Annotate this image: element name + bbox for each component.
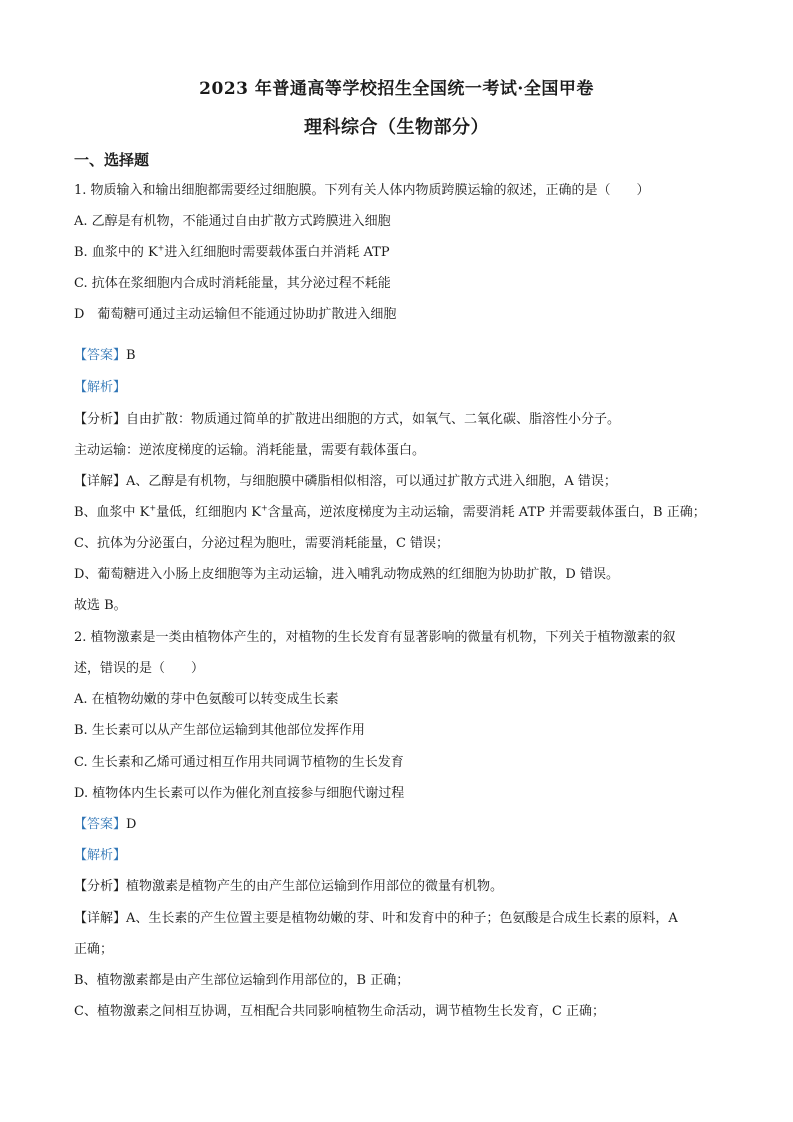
q2-option-a: A. 在植物幼嫩的芽中色氨酸可以转变成生长素 [74,692,339,707]
fenxi-text: 自由扩散：物质通过简单的扩散进出细胞的方式，如氧气、二氧化碳、脂溶性小分子。 [126,412,621,427]
q1-answer [74,347,734,365]
question-2-stem-cont: 述，错误的是（ ） [74,661,205,676]
superscript-plus: + [149,503,157,513]
q1-option-b-text: B. 血浆中的 K [74,245,158,260]
q2-detail-a-cont: 正确； [74,942,114,957]
fenxi-text: 植物激素是植物产生的由产生部位运输到作用部位的微量有机物。 [126,879,504,894]
detail-a-text: A、生长素的产生位置主要是植物幼嫩的芽、叶和发育中的种子；色氨酸是合成生长素的原料，A [126,911,678,926]
answer-tag: 【答案】 [74,348,127,363]
q2-fenxi [74,878,734,896]
q2-detail-b: B、植物激素都是由产生部位运输到作用部位的，B 正确； [74,973,410,988]
q2-option-c: C. 生长素和乙烯可通过相互作用共同调节植物的生长发育 [74,755,404,770]
q1-analysis-tag [74,379,734,397]
q1-detail-c: C、抗体为分泌蛋白，分泌过程为胞吐，需要消耗能量，C 错误； [74,536,450,551]
q1-detail-b [74,504,734,522]
q2-detail-c: C、植物激素之间相互协调，互相配合共同影响植物生命活动，调节植物生长发育，C 正确； [74,1004,606,1019]
q2-option-d: D. 植物体内生长素可以作为催化剂直接参与细胞代谢过程 [74,786,405,801]
section-heading: 一、选择题 [74,151,150,169]
detail-b-part: B、血浆中 K [74,505,150,520]
q1-fenxi [74,411,734,429]
analysis-tag: 【解析】 [74,848,127,863]
detail-b-part: 含量高，逆浓度梯度为主动运输，需要消耗 ATP 并需要载体蛋白，B 正确； [267,505,706,520]
exam-title: 2023 年普通高等学校招生全国统一考试·全国甲卷 [199,79,594,99]
question-2-stem: 2. 植物激素是一类由植物体产生的，对植物的生长发育有显著影响的微量有机物，下列关于植物激素的叙 [74,630,676,645]
detail-a-text: A、乙醇是有机物，与细胞膜中磷脂相似相溶，可以通过扩散方式进入细胞，A 错误； [126,474,617,489]
q2-option-b: B. 生长素可以从产生部位运输到其他部位发挥作用 [74,723,365,738]
detail-tag: 【详解】 [74,474,127,489]
exam-subtitle: 理科综合（生物部分） [304,117,489,138]
fenxi-tag: 【分析】 [74,412,127,427]
q2-answer [74,816,734,834]
superscript-plus: + [260,503,268,513]
q1-detail-a [74,473,734,491]
q1-option-d: D 葡萄糖可通过主动运输但不能通过协助扩散进入细胞 [74,307,397,322]
superscript-plus: + [157,243,165,253]
q1-conclusion: 故选 B。 [74,598,127,613]
q1-fenxi-2: 主动运输：逆浓度梯度的运输。消耗能量，需要有载体蛋白。 [74,443,426,458]
q1-detail-d: D、葡萄糖进入小肠上皮细胞等为主动运输，进入哺乳动物成熟的红细胞为协助扩散，D 错误。 [74,567,619,582]
q2-detail-a [74,910,734,928]
question-1-stem: 1. 物质输入和输出细胞都需要经过细胞膜。下列有关人体内物质跨膜运输的叙述，正确的是（ ） [74,183,650,198]
analysis-tag: 【解析】 [74,380,127,395]
q1-option-a: A. 乙醇是有机物，不能通过自由扩散方式跨膜进入细胞 [74,214,391,229]
q2-analysis-tag [74,847,734,865]
q1-option-b-rest: 进入红细胞时需要载体蛋白并消耗 ATP [164,245,390,260]
q1-option-c: C. 抗体在浆细胞内合成时消耗能量，其分泌过程不耗能 [74,276,391,291]
detail-b-part: 量低，红细胞内 K [156,505,261,520]
answer-value: D [126,817,137,832]
detail-tag: 【详解】 [74,911,127,926]
answer-tag: 【答案】 [74,817,127,832]
answer-value: B [126,348,136,363]
q1-option-b [74,244,734,262]
fenxi-tag: 【分析】 [74,879,127,894]
